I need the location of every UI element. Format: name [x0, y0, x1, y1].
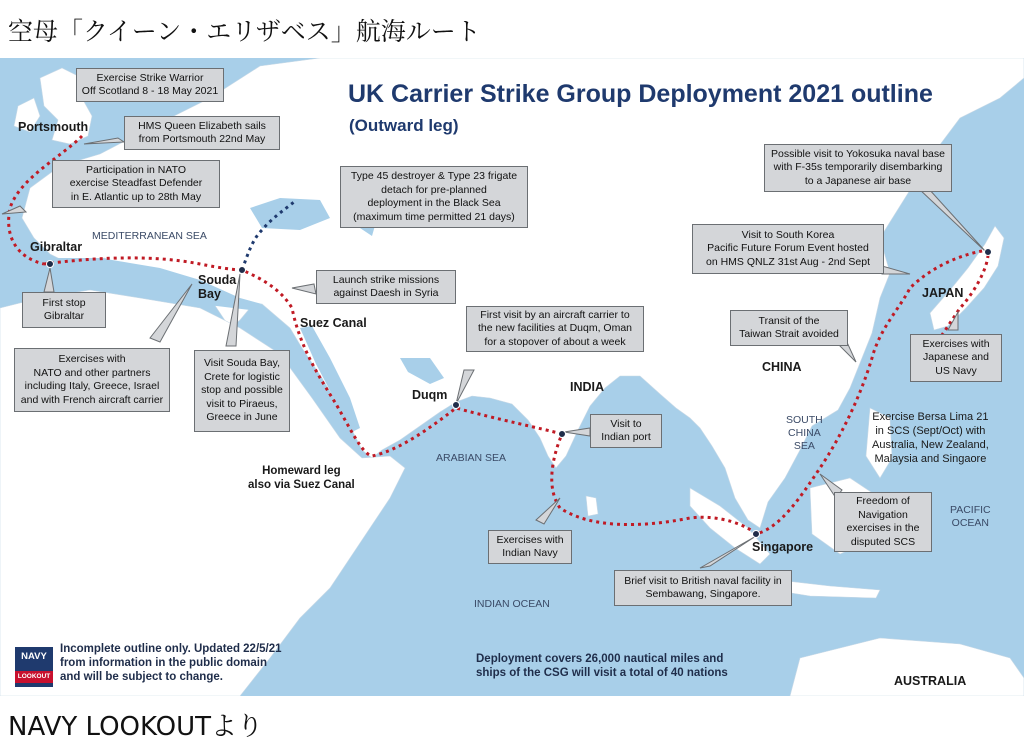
callout-indian-port: Visit to Indian port: [590, 414, 662, 448]
callout-souda-visit: Visit Souda Bay, Crete for logistic stop and possible visit to Piraeus, Greece in June: [194, 350, 290, 432]
callout-steadfast-defender: Participation in NATO exercise Steadfast Defender in E. Atlantic up to 28th May: [52, 160, 220, 208]
label-china: CHINA: [762, 360, 802, 374]
label-arabian-sea: ARABIAN SEA: [436, 452, 507, 464]
callout-freedom-of-navigation: Freedom of Navigation exercises in the disputed SCS: [834, 492, 932, 552]
callout-indian-navy: Exercises with Indian Navy: [488, 530, 572, 564]
callout-nato-exercises: Exercises with NATO and other partners including Italy, Greece, Israel and with French aircraft carrier: [14, 348, 170, 412]
pointer-yokosuka: [918, 188, 986, 252]
port-portsmouth: Portsmouth: [18, 120, 89, 134]
port-suez-canal: Suez Canal: [300, 316, 367, 330]
land-sri-lanka: [586, 496, 598, 516]
label-pacific-ocean: PACIFIC OCEAN: [950, 504, 991, 529]
label-south-china-sea: SOUTH CHINA SEA: [786, 414, 823, 452]
port-gibraltar: Gibraltar: [30, 240, 83, 254]
map-subtitle: (Outward leg): [349, 116, 459, 135]
port-singapore: Singapore: [752, 540, 814, 554]
callout-daesh: Launch strike missions against Daesh in Syria: [316, 270, 456, 304]
port-souda-bay: Souda Bay: [198, 273, 237, 301]
marker-japan: [985, 249, 992, 256]
label-australia: AUSTRALIA: [894, 674, 967, 688]
pointer-indian-navy: [536, 498, 560, 524]
homeward-note: Homeward leg also via Suez Canal: [248, 465, 355, 491]
footer-note: Incomplete outline only. Updated 22/5/21 from information in the public domain and will be subject to change.: [60, 643, 282, 683]
marker-souda: [239, 267, 246, 274]
callout-first-stop: First stop Gibraltar: [22, 292, 106, 328]
marker-duqm: [453, 402, 460, 409]
pointer-steadfast: [2, 206, 26, 214]
callout-sembawang: Brief visit to British naval facility in Sembawang, Singapore.: [614, 570, 792, 606]
label-japan: JAPAN: [922, 286, 964, 300]
page-title: 空母「クイーン・エリザベス」航海ルート: [8, 17, 481, 46]
marker-india: [559, 431, 566, 438]
callout-yokosuka: Possible visit to Yokosuka naval base with F-35s temporarily disembarking to a Japanese air base: [764, 144, 952, 192]
route-map: [0, 58, 1024, 696]
label-mediterranean: MEDITERRANEAN SEA: [92, 230, 207, 242]
deployment-note: Deployment covers 26,000 nautical miles and ships of the CSG will visit a total of 40 nations: [476, 653, 728, 679]
port-duqm: Duqm: [412, 388, 448, 402]
bersa-lima-note: Exercise Bersa Lima 21 in SCS (Sept/Oct) with Australia, New Zealand, Malaysia and Singaore: [872, 411, 989, 465]
label-india: INDIA: [570, 380, 605, 394]
callout-duqm-visit: First visit by an aircraft carrier to the new facilities at Duqm, Oman for a stopover of about a week: [466, 306, 644, 352]
marker-singapore: [753, 531, 760, 538]
callout-taiwan-strait: Transit of the Taiwan Strait avoided: [730, 310, 848, 346]
callout-strike-warrior: Exercise Strike Warrior Off Scotland 8 - 18 May 2021: [76, 68, 224, 102]
credit-line: NAVY LOOKOUTより: [8, 712, 263, 742]
navy-lookout-logo: NAVY LOOKOUT: [14, 646, 54, 688]
pointer-hms-qe: [84, 138, 124, 144]
marker-gibraltar: [47, 261, 54, 268]
callout-japan-exercises: Exercises with Japanese and US Navy: [910, 334, 1002, 382]
callout-south-korea: Visit to South Korea Pacific Future Forum Event hosted on HMS QNLZ 31st Aug - 2nd Sept: [692, 224, 884, 274]
land-japan: [930, 226, 1004, 330]
callout-black-sea: Type 45 destroyer & Type 23 frigate detach for pre-planned deployment in the Black Sea (maximum time permitted 21 days): [340, 166, 528, 228]
pointer-first-stop: [44, 268, 54, 292]
callout-hms-qe-sails: HMS Queen Elizabeth sails from Portsmouth 22nd May: [124, 116, 280, 150]
pointer-korea: [882, 266, 910, 274]
label-indian-ocean: INDIAN OCEAN: [474, 598, 550, 610]
map-title: UK Carrier Strike Group Deployment 2021 outline: [348, 80, 933, 108]
